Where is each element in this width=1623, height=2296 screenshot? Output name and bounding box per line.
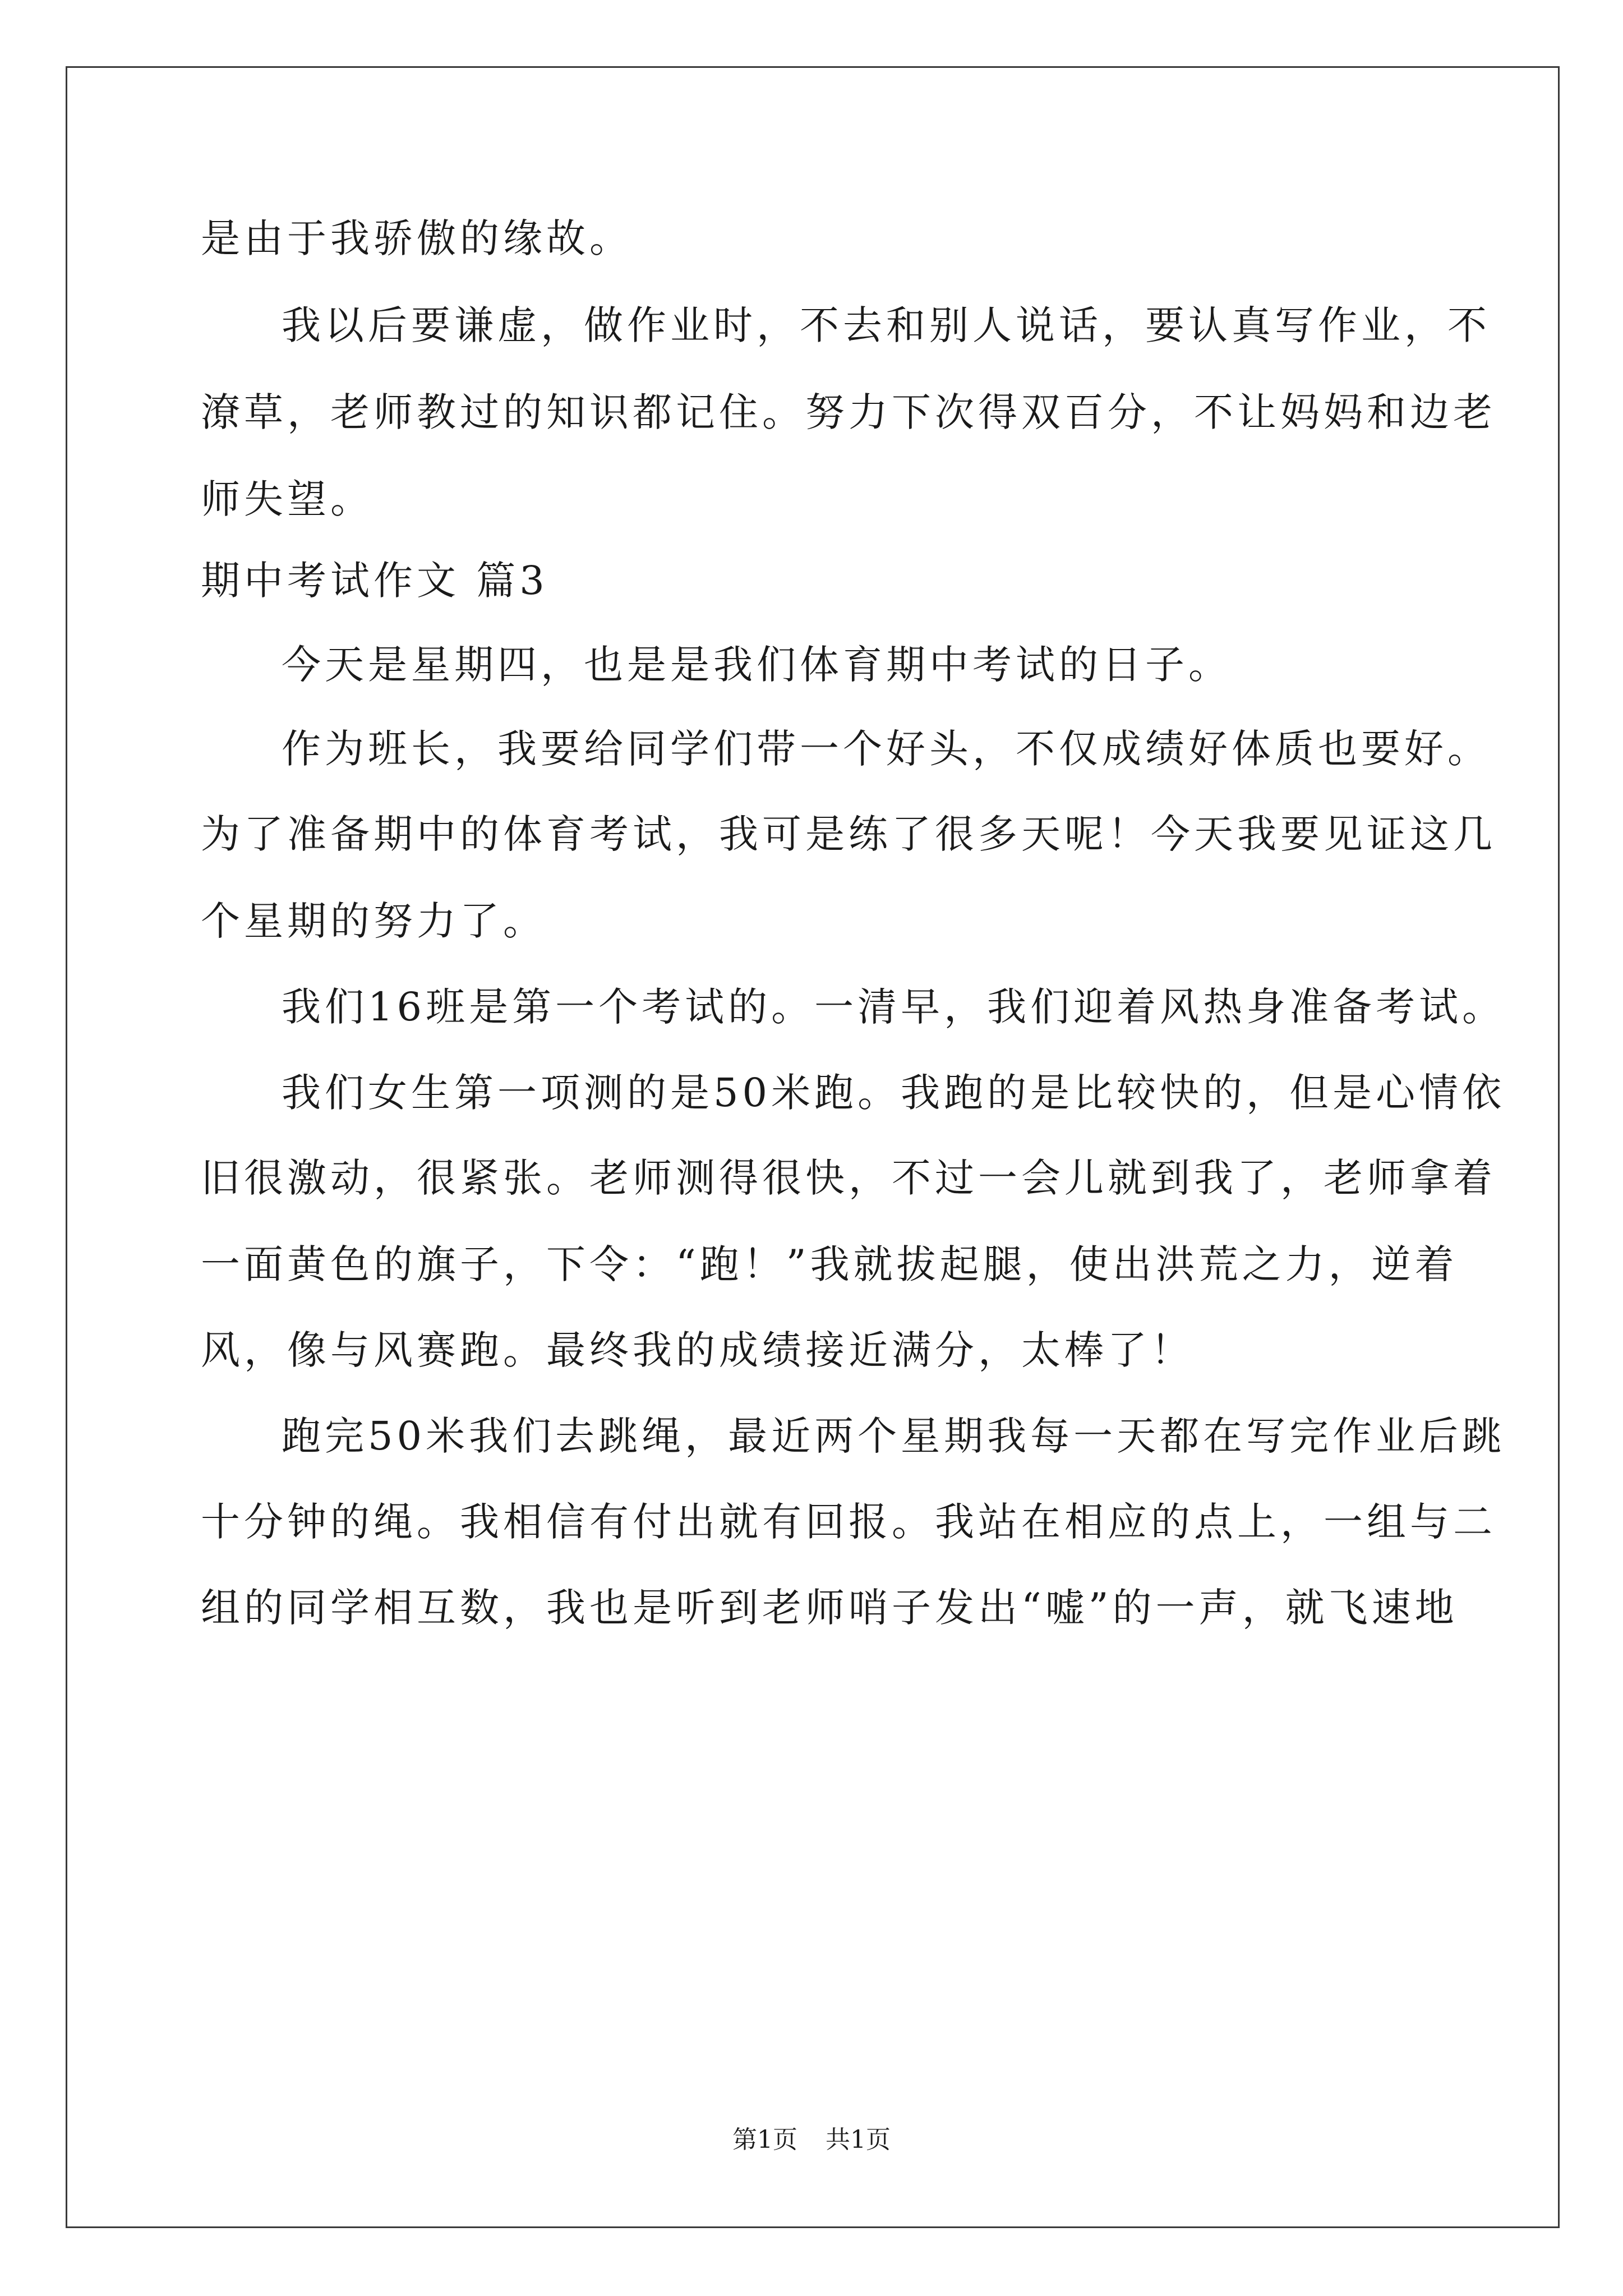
page-total: 共1页 <box>826 2125 891 2154</box>
text-line: 风，像与风赛跑。最终我的成绩接近满分，太棒了！ <box>201 1327 1194 1373</box>
paragraph-start: 作为班长，我要给同学们带一个好头，不仅成绩好体质也要好。 <box>282 726 1491 772</box>
text-line: 一面黄色的旗子，下令：“跑！”我就拔起腿，使出洪荒之力，逆着 <box>201 1241 1458 1287</box>
text-line: 是由于我骄傲的缘故。 <box>201 215 633 261</box>
section-heading: 期中考试作文 篇3 <box>201 558 548 604</box>
text-line: 师失望。 <box>201 476 374 522</box>
text-line: 潦草，老师教过的知识都记住。努力下次得双百分，不让妈妈和边老 <box>201 389 1496 435</box>
text-line: 个星期的努力了。 <box>201 898 546 944</box>
text-line: 组的同学相互数，我也是听到老师哨子发出“嘘”的一声，就飞速地 <box>201 1585 1458 1631</box>
text-line: 为了准备期中的体育考试，我可是练了很多天呢！今天我要见证这几 <box>201 811 1496 857</box>
paragraph-start: 我们16班是第一个考试的。一清早，我们迎着风热身准备考试。 <box>282 984 1506 1030</box>
paragraph-start: 跑完50米我们去跳绳，最近两个星期我每一天都在写完作业后跳 <box>282 1413 1506 1459</box>
text-line: 十分钟的绳。我相信有付出就有回报。我站在相应的点上，一组与二 <box>201 1499 1496 1545</box>
paragraph-start: 今天是星期四，也是是我们体育期中考试的日子。 <box>282 642 1232 688</box>
paragraph-start: 我们女生第一项测的是50米跑。我跑的是比较快的，但是心情依 <box>282 1070 1506 1116</box>
page-number: 第1页 <box>732 2125 797 2154</box>
page-footer <box>0 2123 1623 2157</box>
text-line: 旧很激动，很紧张。老师测得很快，不过一会儿就到我了，老师拿着 <box>201 1155 1496 1201</box>
paragraph-start: 我以后要谦虚，做作业时，不去和别人说话，要认真写作业，不 <box>282 302 1491 348</box>
